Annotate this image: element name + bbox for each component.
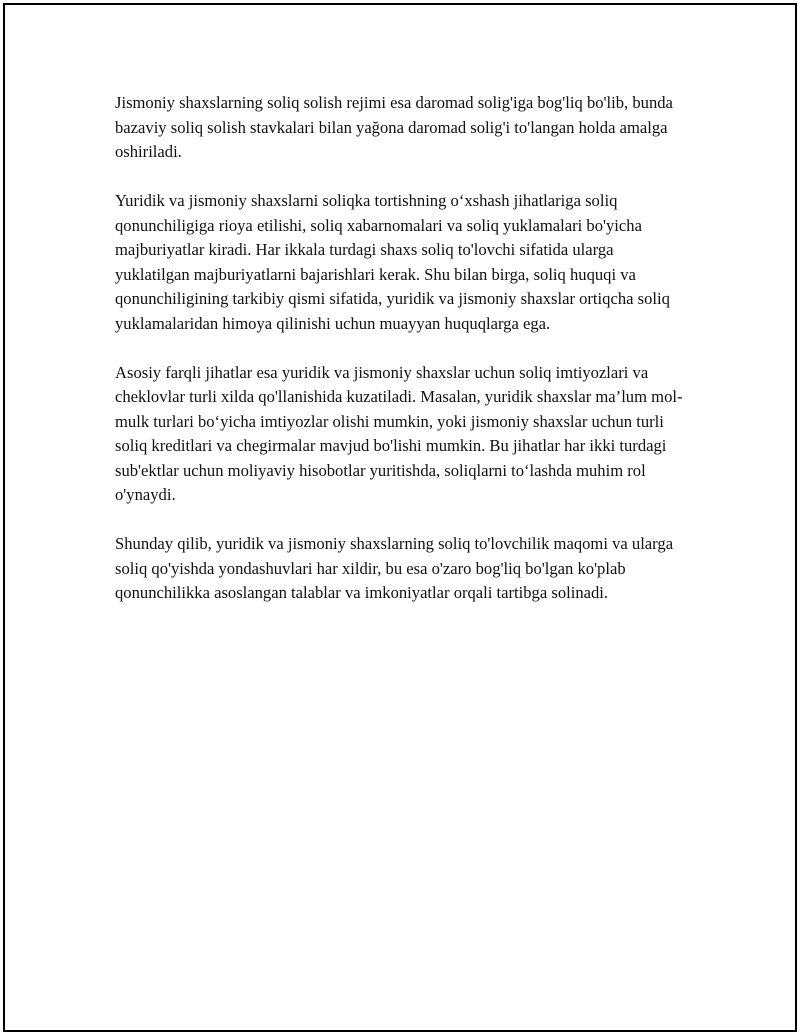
document-body [115, 91, 685, 630]
paragraph-4: Shunday qilib, yuridik va jismoniy shaxslarning soliq to'lovchilik maqomi va ularga soliq qo'yishda yondashuvlari har xildir, bu esa o'zaro bog'liq bo'lgan ko'plab qonunchilikka asoslangan talablar va imkoniyatlar orqali tartibga solinadi. [115, 534, 674, 602]
paragraph-2: Yuridik va jismoniy shaxslarni soliqka tortishning oʻxshash jihatlariga soliq qonunchiligiga rioya etilishi, soliq xabarnomalari va soliq yuklamalari bo'yicha majburiyatlar kiradi. Har ikkala turdagi shaxs soliq to'lovchi sifatida ularga yuklatilgan majburiyatlarni bajarishlari kerak. Shu bilan birga, soliq huquqi va qonunchiligining tarkibiy qismi sifatida, yuridik va jismoniy shaxslar ortiqcha soliq yuklamalaridan himoya qilinishi uchun muayyan huquqlarga ega. [115, 191, 670, 333]
paragraph-3: Asosiy farqli jihatlar esa yuridik va jismoniy shaxslar uchun soliq imtiyozlari va cheklovlar turli xilda qo'llanishida kuzatiladi. Masalan, yuridik shaxslar ma’lum mol-mulk turlari boʻyicha imtiyozlar olishi mumkin, yoki jismoniy shaxslar uchun turli soliq kreditlari va chegirmalar mavjud bo'lishi mumkin. Bu jihatlar har ikki turdagi sub'ektlar uchun moliyaviy hisobotlar yuritishda, soliqlarni toʻlashda muhim rol o'ynaydi. [115, 362, 683, 504]
paragraph-1: Jismoniy shaxslarning soliq solish rejimi esa daromad solig'iga bog'liq bo'lib, bunda bazaviy soliq solish stavkalari bilan yağona daromad solig'i to'langan holda amalga oshiriladi. [115, 93, 673, 161]
